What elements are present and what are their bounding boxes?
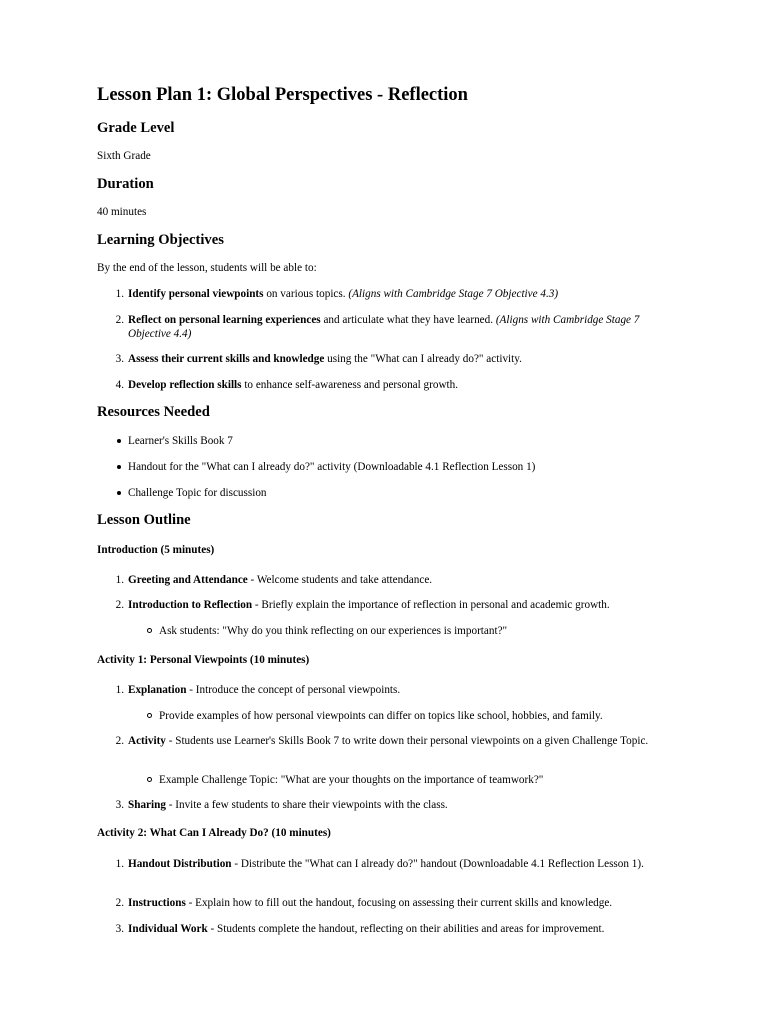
- resource-item: [128, 460, 673, 474]
- outline-item: [115, 922, 673, 936]
- list-number: 2.: [115, 314, 124, 326]
- list-number: 1.: [115, 288, 124, 300]
- outline-item: [115, 598, 673, 612]
- circle-bullet-icon: [147, 777, 152, 782]
- duration-value: 40 minutes: [97, 206, 147, 218]
- outline-item: [115, 857, 673, 871]
- sub-list-item: [159, 709, 679, 723]
- activity2-heading: Activity 2: What Can I Already Do? (10 minutes): [97, 827, 331, 839]
- outline-bold: Greeting and Attendance: [128, 574, 248, 586]
- resource-text: Handout for the "What can I already do?" activity (Downloadable 4.1 Reflection Lesson 1): [128, 461, 536, 473]
- list-number: 1.: [115, 858, 124, 870]
- activity1-heading: Activity 1: Personal Viewpoints (10 minutes): [97, 654, 310, 666]
- objective-text: to enhance self-awareness and personal growth.: [241, 379, 459, 391]
- outline-item: [115, 798, 673, 812]
- list-number: 4.: [115, 379, 124, 391]
- grade-level-value: Sixth Grade: [97, 150, 151, 162]
- sub-list-item: [159, 773, 679, 787]
- circle-bullet-icon: [147, 713, 152, 718]
- resources-heading: Resources Needed: [97, 404, 210, 420]
- objective-text: and articulate what they have learned.: [320, 314, 496, 326]
- list-number: 3.: [115, 799, 124, 811]
- objective-bold: Reflect on personal learning experiences: [128, 314, 321, 326]
- duration-heading: Duration: [97, 176, 154, 192]
- outline-text: - Invite a few students to share their viewpoints with the class.: [165, 799, 448, 811]
- outline-bold: Activity: [128, 735, 166, 747]
- grade-level-heading: Grade Level: [97, 120, 175, 136]
- list-number: 2.: [115, 897, 124, 909]
- outline-bold: Introduction to Reflection: [128, 599, 253, 611]
- objective-item: [115, 287, 673, 301]
- outline-item: [115, 573, 673, 587]
- objective-text: on various topics.: [263, 288, 349, 300]
- objective-alignment: (Aligns with Cambridge Stage 7 Objective 4.3): [348, 288, 559, 300]
- objective-bold: Identify personal viewpoints: [128, 288, 264, 300]
- bullet-icon: [117, 465, 121, 469]
- list-number: 1.: [115, 574, 124, 586]
- circle-bullet-icon: [147, 628, 152, 633]
- page-title: Lesson Plan 1: Global Perspectives - Reflection: [97, 85, 468, 105]
- objective-bold: Assess their current skills and knowledge: [128, 353, 325, 365]
- resource-item: [128, 434, 673, 448]
- sub-item-text: Provide examples of how personal viewpoints can differ on topics like school, hobbies, and family.: [159, 710, 603, 722]
- bullet-icon: [117, 491, 121, 495]
- resource-text: Learner's Skills Book 7: [128, 435, 233, 447]
- lesson-outline-heading: Lesson Outline: [97, 512, 191, 528]
- outline-text: - Students complete the handout, reflecting on their abilities and areas for improvement.: [207, 923, 605, 935]
- learning-objectives-intro: By the end of the lesson, students will be able to:: [97, 262, 317, 274]
- outline-item: [115, 683, 673, 697]
- outline-text: - Explain how to fill out the handout, focusing on assessing their current skills and knowledge.: [185, 897, 613, 909]
- outline-bold: Individual Work: [128, 923, 208, 935]
- resource-text: Challenge Topic for discussion: [128, 487, 267, 499]
- outline-text: - Introduce the concept of personal viewpoints.: [186, 684, 401, 696]
- bullet-icon: [117, 439, 121, 443]
- outline-text: - Students use Learner's Skills Book 7 to write down their personal viewpoints on a given Challenge Topic.: [165, 735, 649, 747]
- outline-bold: Explanation: [128, 684, 187, 696]
- objective-bold: Develop reflection skills: [128, 379, 242, 391]
- list-number: 3.: [115, 353, 124, 365]
- outline-bold: Sharing: [128, 799, 166, 811]
- outline-text: - Welcome students and take attendance.: [247, 574, 433, 586]
- objective-text: using the "What can I already do?" activity.: [324, 353, 522, 365]
- outline-text: - Briefly explain the importance of reflection in personal and academic growth.: [252, 599, 610, 611]
- sub-list-item: [159, 624, 679, 638]
- objective-item: [115, 313, 673, 341]
- list-number: 1.: [115, 684, 124, 696]
- outline-item: [115, 734, 673, 748]
- introduction-heading: Introduction (5 minutes): [97, 544, 215, 556]
- learning-objectives-heading: Learning Objectives: [97, 232, 224, 248]
- list-number: 2.: [115, 599, 124, 611]
- outline-text: - Distribute the "What can I already do?" handout (Downloadable 4.1 Reflection Lesson 1).: [231, 858, 644, 870]
- sub-item-text: Example Challenge Topic: "What are your thoughts on the importance of teamwork?": [159, 774, 544, 786]
- objective-item: [115, 352, 673, 366]
- objective-alignment: (Aligns with Cambridge Stage 7 Objective 4.4): [128, 314, 640, 340]
- sub-item-text: Ask students: "Why do you think reflecting on our experiences is important?": [159, 625, 508, 637]
- resource-item: [128, 486, 673, 500]
- objective-item: [115, 378, 673, 392]
- list-number: 3.: [115, 923, 124, 935]
- outline-bold: Handout Distribution: [128, 858, 232, 870]
- outline-item: [115, 896, 673, 910]
- list-number: 2.: [115, 735, 124, 747]
- outline-bold: Instructions: [128, 897, 186, 909]
